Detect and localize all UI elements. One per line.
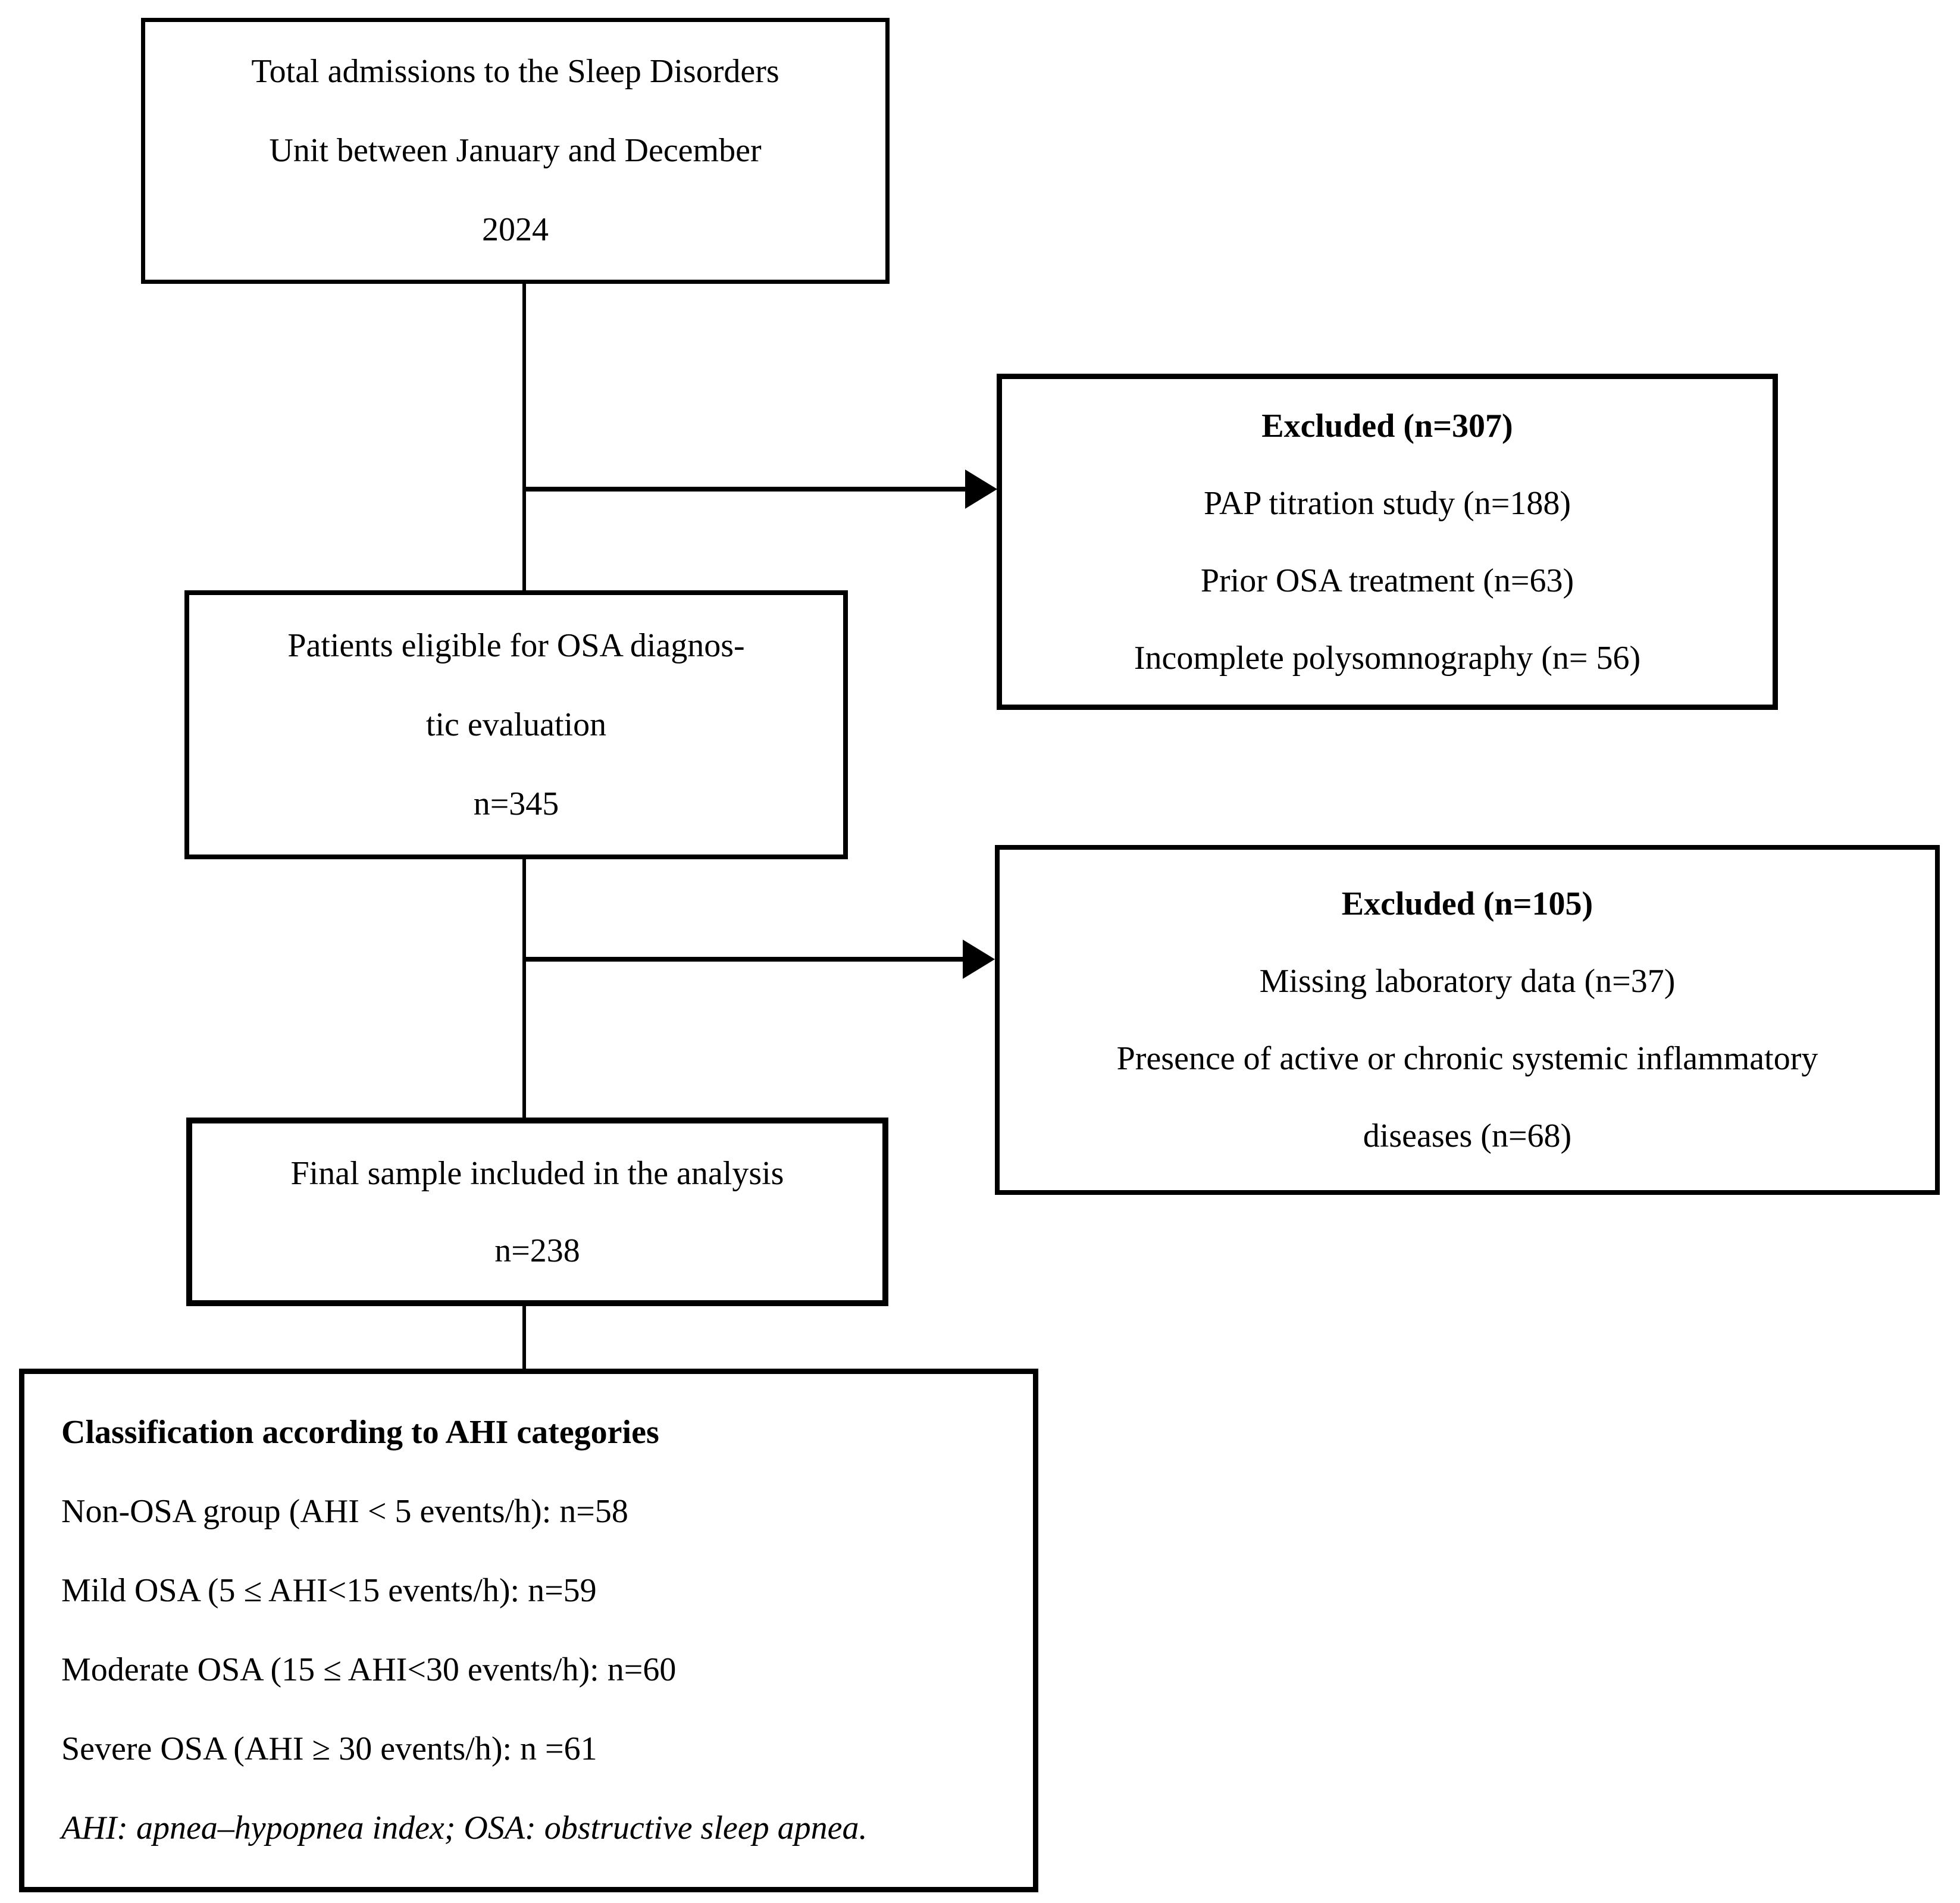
box-classification-item-4: Severe OSA (AHI ≥ 30 events/h): n =61: [61, 1730, 597, 1767]
arrowhead-excluded-2: [963, 940, 995, 979]
box-final-sample: [186, 1118, 888, 1306]
box-classification-item-2: Mild OSA (5 ≤ AHI<15 events/h): n=59: [61, 1572, 597, 1609]
box-excluded-1-title: Excluded (n=307): [1261, 407, 1513, 445]
box-classification-footnote: AHI: apnea–hypopnea index; OSA: obstructive sleep apnea.: [61, 1810, 868, 1846]
connector-final-to-classification: [522, 1303, 526, 1372]
connector-branch-excluded-1: [522, 487, 970, 492]
box-excluded-2-item-2: Presence of active or chronic systemic inflammatory: [1116, 1040, 1818, 1077]
box-excluded-1-item-3: Incomplete polysomnography (n= 56): [1134, 639, 1641, 677]
box-classification-item-3: Moderate OSA (15 ≤ AHI<30 events/h): n=60: [61, 1651, 677, 1688]
box-eligible-line-2: tic evaluation: [425, 706, 607, 743]
box-eligible-line-1: Patients eligible for OSA diagnos-: [287, 627, 745, 664]
box-eligible-line-3: n=345: [473, 785, 559, 822]
arrowhead-excluded-1: [965, 470, 997, 509]
box-excluded-2: [995, 845, 1940, 1195]
box-classification: [19, 1369, 1038, 1892]
box-final-sample-line-2: n=238: [494, 1232, 580, 1269]
connector-eligible-to-final: [522, 856, 526, 1121]
box-excluded-2-item-3: diseases (n=68): [1363, 1118, 1572, 1154]
box-total-admissions-line-2: Unit between January and December: [269, 132, 762, 169]
box-eligible: [184, 590, 848, 859]
box-excluded-1: [997, 374, 1778, 710]
box-final-sample-line-1: Final sample included in the analysis: [290, 1154, 784, 1192]
box-classification-item-1: Non-OSA group (AHI < 5 events/h): n=58: [61, 1493, 628, 1530]
box-total-admissions-line-3: 2024: [482, 211, 549, 248]
box-total-admissions-line-1: Total admissions to the Sleep Disorders: [251, 53, 779, 90]
box-excluded-1-item-1: PAP titration study (n=188): [1203, 484, 1571, 522]
box-excluded-1-item-2: Prior OSA treatment (n=63): [1200, 562, 1574, 599]
box-total-admissions: [141, 18, 890, 284]
box-classification-title: Classification according to AHI categories: [61, 1414, 659, 1451]
box-excluded-2-item-1: Missing laboratory data (n=37): [1259, 963, 1676, 1000]
box-excluded-2-title: Excluded (n=105): [1341, 885, 1593, 922]
connector-top-to-eligible: [522, 280, 526, 594]
connector-branch-excluded-2: [522, 957, 968, 962]
